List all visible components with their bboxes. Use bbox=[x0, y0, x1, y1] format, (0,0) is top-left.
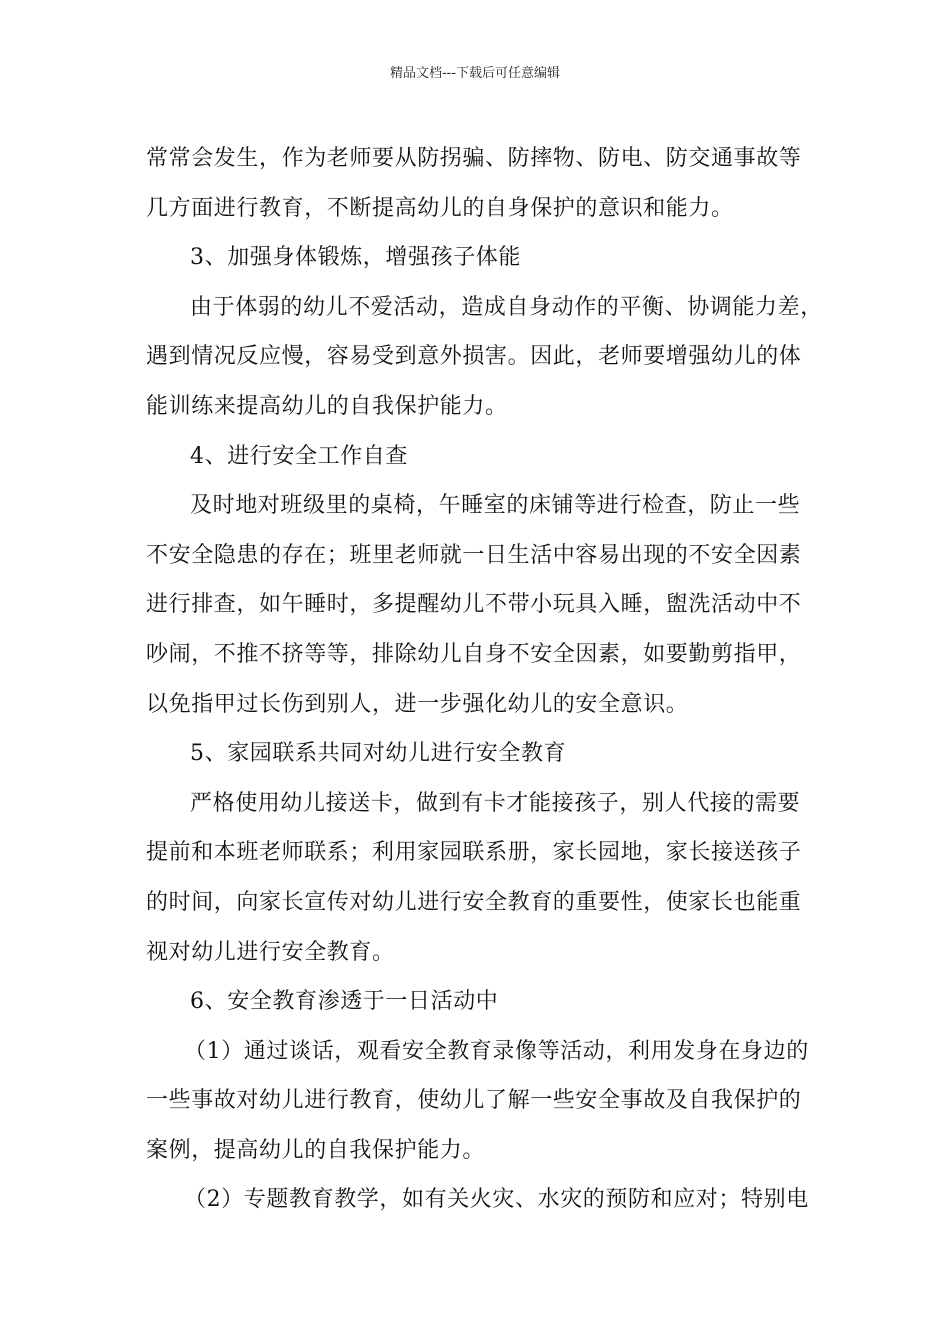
text-line: 视对幼儿进行安全教育。 bbox=[146, 939, 395, 965]
text-line: 以免指甲过长伤到别人，进一步强化幼儿的安全意识。 bbox=[146, 691, 689, 717]
page-header: 精品文档---下载后可任意编辑 bbox=[389, 66, 561, 81]
section-heading-3: 3、加强身体锻炼，增强孩子体能 bbox=[190, 245, 521, 271]
section-heading-6: 6、安全教育渗透于一日活动中 bbox=[190, 989, 499, 1015]
text-line: 进行排查，如午睡时，多提醒幼儿不带小玩具入睡，盥洗活动中不 bbox=[146, 592, 802, 618]
list-item-1: （1）通过谈话，观看安全教育录像等活动，利用发身在身边的 bbox=[184, 1038, 809, 1064]
text-line: 案例，提高幼儿的自我保护能力。 bbox=[146, 1137, 486, 1163]
text-line: 一些事故对幼儿进行教育，使幼儿了解一些安全事故及自我保护的 bbox=[146, 1088, 802, 1114]
section-heading-5: 5、家园联系共同对幼儿进行安全教育 bbox=[190, 741, 567, 767]
text-line: 吵闹，不推不挤等等，排除幼儿自身不安全因素，如要勤剪指甲， bbox=[146, 641, 802, 667]
text-line: 严格使用幼儿接送卡，做到有卡才能接孩子，别人代接的需要 bbox=[190, 790, 801, 816]
text-line: 常常会发生，作为老师要从防拐骗、防摔物、防电、防交通事故等 bbox=[146, 146, 802, 171]
list-item-2: （2）专题教育教学，如有关火灾、水灾的预防和应对；特别电 bbox=[184, 1187, 809, 1213]
text-line: 提前和本班老师联系；利用家园联系册，家长园地，家长接送孩子 bbox=[146, 840, 802, 866]
text-line: 遇到情况反应慢，容易受到意外损害。因此，老师要增强幼儿的体 bbox=[146, 344, 802, 370]
text-line: 的时间，向家长宣传对幼儿进行安全教育的重要性，使家长也能重 bbox=[146, 889, 802, 915]
text-line: 不安全隐患的存在；班里老师就一日生活中容易出现的不安全因素 bbox=[146, 542, 802, 568]
text-line: 由于体弱的幼儿不爱活动，造成自身动作的平衡、协调能力差， bbox=[190, 294, 823, 320]
text-line: 几方面进行教育，不断提高幼儿的自身保护的意识和能力。 bbox=[146, 195, 734, 221]
text-line: 及时地对班级里的桌椅，午睡室的床铺等进行检查，防止一些 bbox=[190, 493, 801, 519]
section-heading-4: 4、进行安全工作自查 bbox=[190, 443, 408, 469]
document-body bbox=[146, 134, 823, 1225]
text-line: 能训练来提高幼儿的自我保护能力。 bbox=[146, 393, 508, 419]
